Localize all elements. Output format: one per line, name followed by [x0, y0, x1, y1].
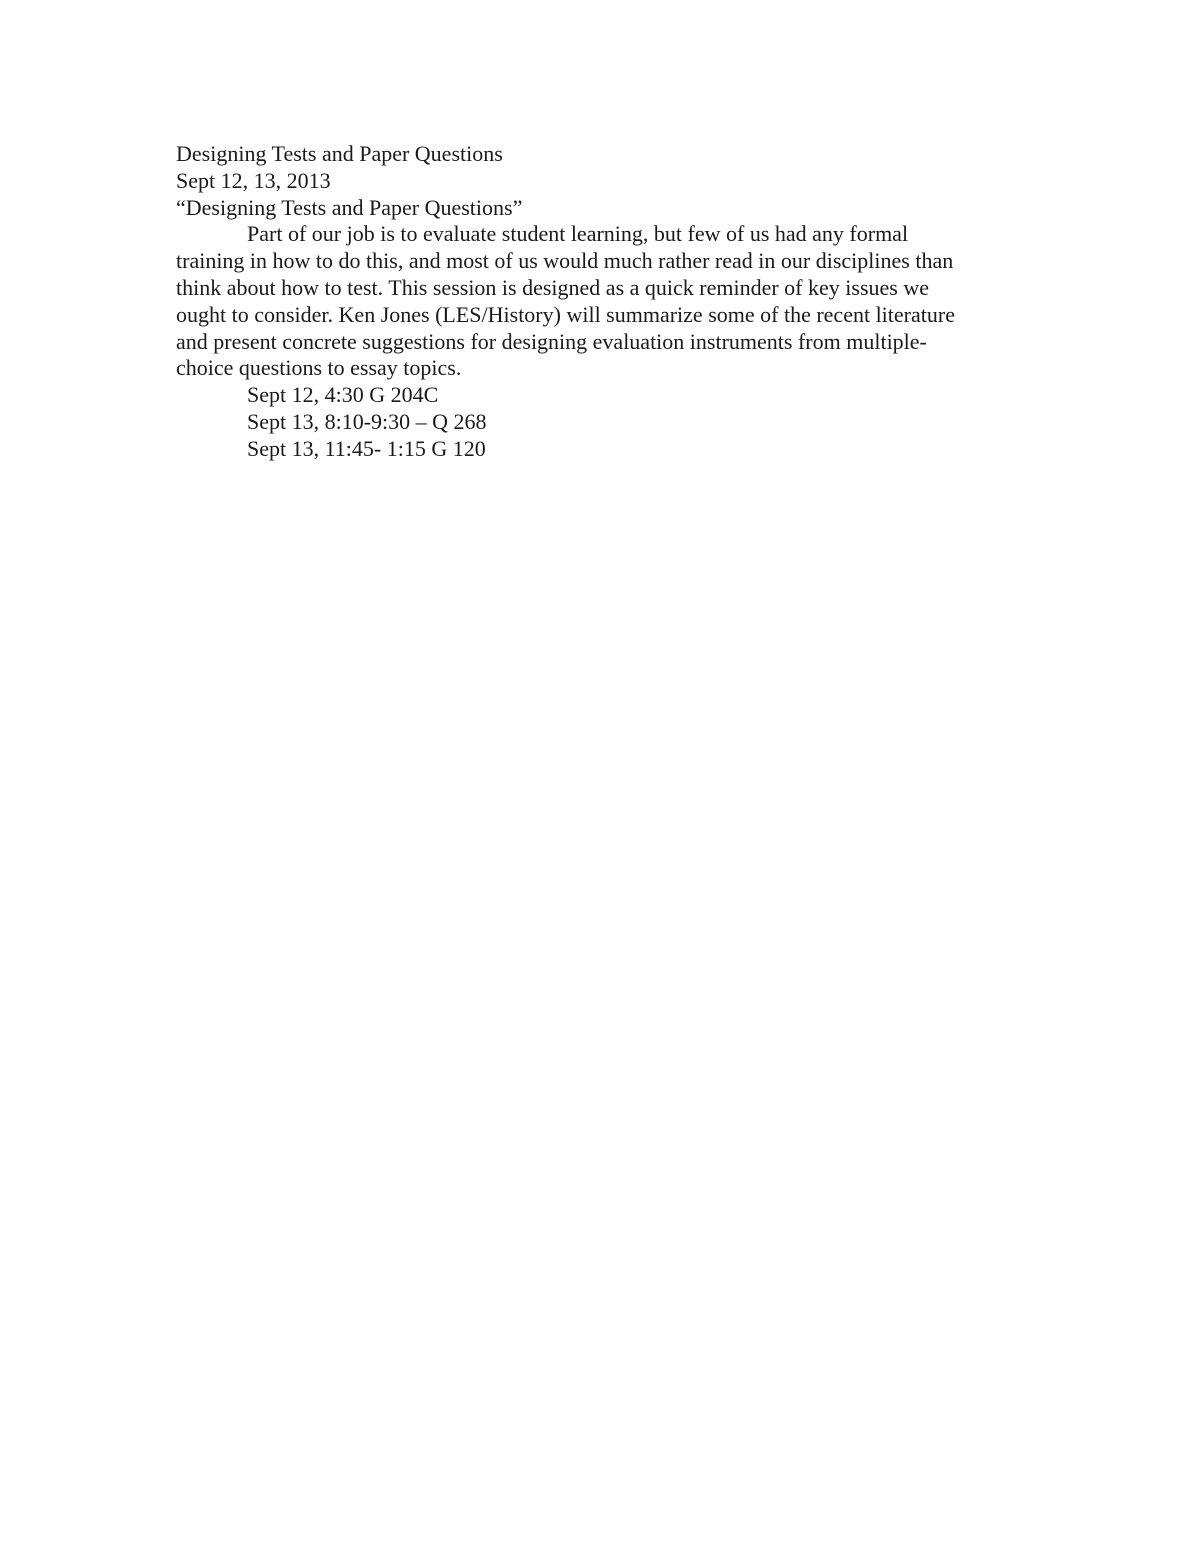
session-section	[176, 195, 1046, 383]
document-header	[176, 141, 1046, 195]
session-title: “Designing Tests and Paper Questions”	[176, 194, 523, 220]
description-line: and present concrete suggestions for designing evaluation instruments from multiple-	[176, 328, 927, 354]
description-line: ought to consider. Ken Jones (LES/History) will summarize some of the recent literature	[176, 301, 955, 327]
document-title: Designing Tests and Paper Questions	[176, 141, 503, 166]
schedule-item: Sept 12, 4:30 G 204C	[247, 382, 439, 408]
document-date: Sept 12, 13, 2013	[176, 167, 331, 193]
description-line: think about how to test. This session is designed as a quick reminder of key issues we	[176, 274, 929, 300]
schedule-item: Sept 13, 8:10-9:30 – Q 268	[247, 408, 487, 434]
document-body	[176, 141, 1046, 463]
description-line: training in how to do this, and most of us would much rather read in our disciplines than	[176, 248, 954, 274]
session-description	[176, 221, 1046, 382]
schedule-item: Sept 13, 11:45- 1:15 G 120	[247, 435, 486, 461]
description-line: Part of our job is to evaluate student learning, but few of us had any formal	[247, 221, 909, 247]
description-line: choice questions to essay topics.	[176, 355, 462, 381]
session-schedule	[176, 382, 1046, 462]
